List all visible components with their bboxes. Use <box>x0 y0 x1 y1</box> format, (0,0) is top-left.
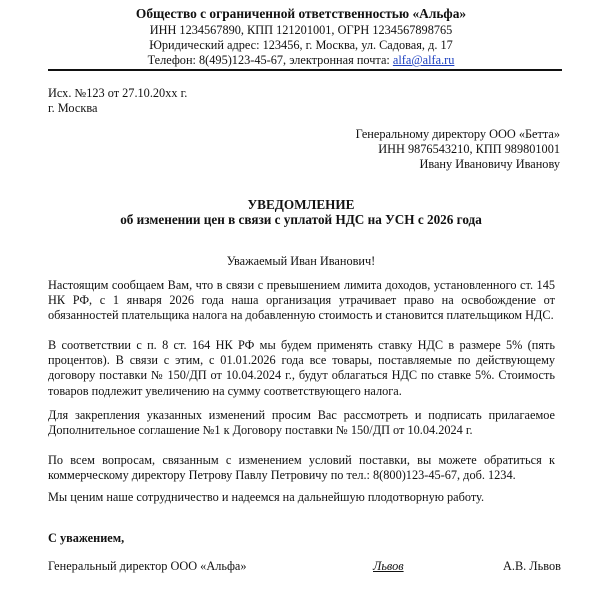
company-registration: ИНН 1234567890, КПП 121201001, ОГРН 1234567898765 <box>149 23 453 37</box>
document-subtitle: об изменении цен в связи с уплатой НДС на УСН с 2026 года <box>120 212 482 227</box>
email-link[interactable]: alfa@alfa.ru <box>392 53 455 67</box>
letterhead-divider <box>48 69 562 71</box>
body-paragraph: Для закрепления указанных изменений просим Вас рассмотреть и подписать прилагаемое Дополнительное соглашение №1 к Договору поставки № 150/ДП от 10.04.2024 г. <box>48 408 555 438</box>
signatory-name: А.В. Львов <box>503 559 561 573</box>
outgoing-reference: Исх. №123 от 27.10.20xx г. <box>48 86 188 100</box>
outgoing-city: г. Москва <box>48 101 98 115</box>
body-paragraph: Настоящим сообщаем Вам, что в связи с превышением лимита доходов, установленного ст. 145 НК РФ, с 1 января 2026 года наша организация утрачивает право на освобождение от обязанностей плательщика налога на добавленную стоимость и становится плательщиком НДС. <box>48 278 555 323</box>
body-paragraph: Мы ценим наше сотрудничество и надеемся на дальнейшую плодотворную работу. <box>48 490 485 504</box>
company-address: Юридический адрес: 123456, г. Москва, ул. Садовая, д. 17 <box>149 38 453 52</box>
signatory-position: Генеральный директор ООО «Альфа» <box>48 559 247 573</box>
company-name: Общество с ограниченной ответственностью «Альфа» <box>135 6 467 21</box>
document-title: УВЕДОМЛЕНИЕ <box>247 197 355 212</box>
addressee-name: Ивану Ивановичу Иванову <box>419 157 560 171</box>
closing-regards: С уважением, <box>48 531 125 545</box>
body-paragraph: По всем вопросам, связанным с изменением условий поставки, вы можете обратиться к коммерческому директору Петрову Павлу Петровичу по тел.: 8(800)123-45-67, доб. 1234. <box>48 453 555 483</box>
contacts-text: Телефон: 8(495)123-45-67, электронная почта: <box>147 53 393 67</box>
addressee-position: Генеральному директору ООО «Бетта» <box>355 127 560 141</box>
body-paragraph: В соответствии с п. 8 ст. 164 НК РФ мы будем применять ставку НДС в размере 5% (пять процентов). В связи с этим, с 01.01.2026 года все товары, поставляемые по действующему договору поставки № 150/ДП от 10.04.2024 г., будут облагаться НДС по ставке 5%. Стоимость товаров подлежит увеличению на сумму соответствующего налога. <box>48 338 555 398</box>
addressee-registration: ИНН 9876543210, КПП 989801001 <box>378 142 560 156</box>
company-contacts <box>0 53 602 68</box>
signature: Львов <box>373 559 404 573</box>
salutation: Уважаемый Иван Иванович! <box>226 254 376 268</box>
